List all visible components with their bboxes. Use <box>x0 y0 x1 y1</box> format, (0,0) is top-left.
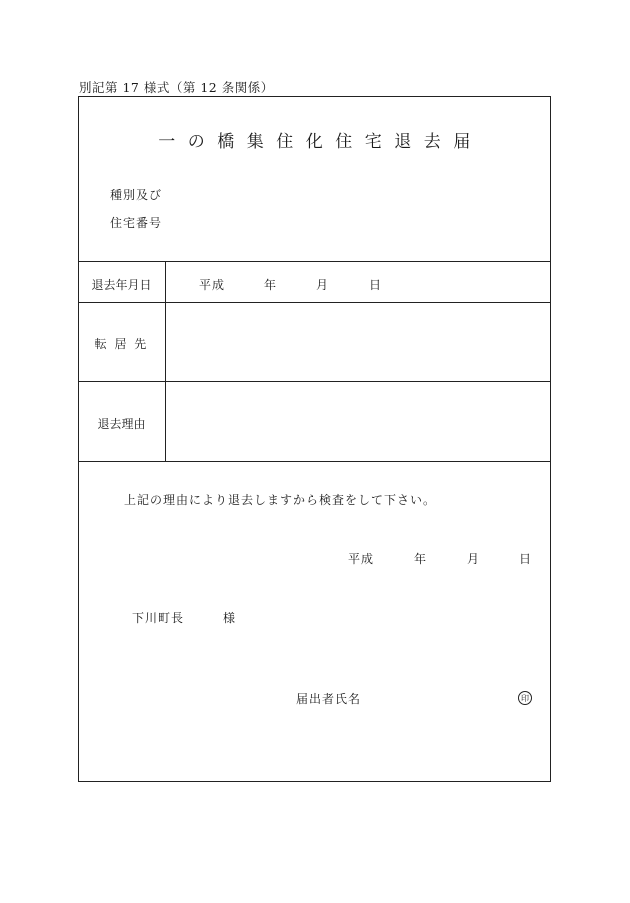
declaration-year-unit: 年 <box>414 552 428 566</box>
move-out-date-field[interactable] <box>166 262 550 302</box>
move-out-year-unit: 年 <box>264 278 278 292</box>
new-address-label: 転 居 先 <box>94 337 149 351</box>
unit-number-label: 住宅番号 <box>110 216 163 230</box>
declaration-statement: 上記の理由により退去しますから検査をして下さい。 <box>124 493 437 507</box>
form-caption: 別記第 17 様式（第 12 条関係） <box>79 80 274 95</box>
new-address-field[interactable] <box>166 303 550 381</box>
declaration-day-unit: 日 <box>519 552 533 566</box>
declaration-month-unit: 月 <box>467 552 481 566</box>
move-out-day-unit: 日 <box>369 278 383 292</box>
divider-reason <box>78 461 551 462</box>
addressee-honorific: 様 <box>223 611 237 625</box>
form-title: 一の橋集住化住宅退去届 <box>158 132 483 152</box>
reason-label: 退去理由 <box>97 417 146 431</box>
seal-mark: 印 <box>518 691 532 705</box>
move-out-era: 平成 <box>199 278 226 292</box>
applicant-name-field[interactable] <box>375 684 515 710</box>
addressee-name: 下川町長 <box>132 611 185 625</box>
reason-field[interactable] <box>166 382 550 461</box>
move-out-date-label: 退去年月日 <box>91 278 152 292</box>
declaration-era: 平成 <box>348 552 375 566</box>
move-out-month-unit: 月 <box>316 278 330 292</box>
applicant-name-label: 届出者氏名 <box>296 692 362 706</box>
type-label: 種別及び <box>110 188 163 202</box>
